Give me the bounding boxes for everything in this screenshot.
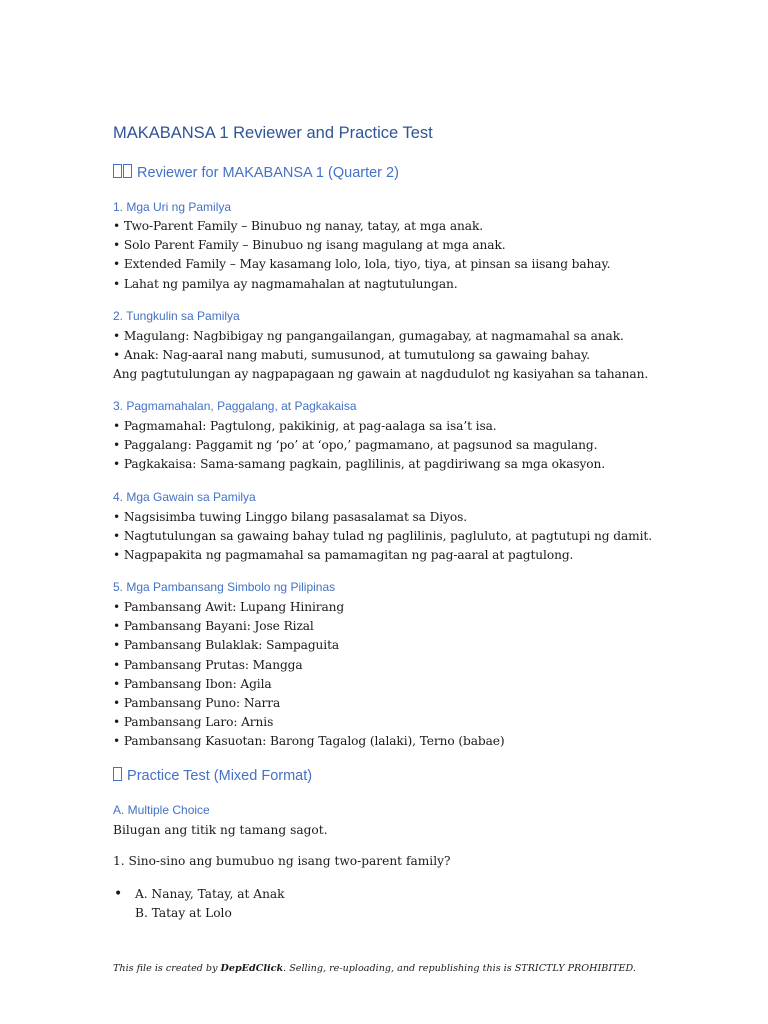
section-line: • Two-Parent Family – Binubuo ng nanay, tatay, at mga anak. xyxy=(113,219,483,233)
section-line: • Pagmamahal: Pagtulong, pakikinig, at pag-aalaga sa isa’t isa. xyxy=(113,419,497,433)
practice-heading xyxy=(113,767,312,784)
section-lines xyxy=(113,508,652,566)
part-a-instruction: Bilugan ang titik ng tamang sagot. xyxy=(113,823,328,837)
section-heading: 2. Tungkulin sa Pamilya xyxy=(113,309,240,323)
section-line: • Pambansang Puno: Narra xyxy=(113,695,281,710)
answer-options xyxy=(113,885,285,923)
reviewer-heading-text: Reviewer for MAKABANSA 1 (Quarter 2) xyxy=(137,165,399,181)
footer-prefix: This file is created by xyxy=(113,963,221,974)
footer-notice xyxy=(113,963,636,974)
section-lines xyxy=(113,598,505,752)
section-line: • Lahat ng pamilya ay nagmamahalan at nagtutulungan. xyxy=(113,276,458,291)
section-lines xyxy=(113,417,605,475)
section-heading: 4. Mga Gawain sa Pamilya xyxy=(113,490,256,504)
answer-option-text: B. Tatay at Lolo xyxy=(135,906,232,921)
section-line: • Nagtutulungan sa gawaing bahay tulad ng paglilinis, pagluluto, at pagtutupi ng damit. xyxy=(113,529,652,544)
section-line: • Pambansang Awit: Lupang Hinirang xyxy=(113,600,345,614)
missing-glyph-icon xyxy=(113,164,122,178)
section-line: • Paggalang: Paggamit ng ‘po’ at ‘opo,’ pagmamano, at pagsunod sa magulang. xyxy=(113,438,598,453)
section-line: • Pambansang Kasuotan: Barong Tagalog (lalaki), Terno (babae) xyxy=(113,734,505,749)
document-title: MAKABANSA 1 Reviewer and Practice Test xyxy=(113,124,433,142)
section-line: • Anak: Nag-aaral nang mabuti, sumusunod, at tumutulong sa gawaing bahay. xyxy=(113,348,590,363)
section-line: • Solo Parent Family – Binubuo ng isang magulang at mga anak. xyxy=(113,238,506,253)
footer-brand: DepEdClick xyxy=(220,963,284,974)
bullet-icon: • xyxy=(114,886,123,902)
section-heading: 5. Mga Pambansang Simbolo ng Pilipinas xyxy=(113,580,336,594)
section-line: • Pambansang Ibon: Agila xyxy=(113,676,272,691)
missing-glyph-icon xyxy=(123,164,132,178)
practice-heading-text: Practice Test (Mixed Format) xyxy=(127,768,313,784)
section-heading: 1. Mga Uri ng Pamilya xyxy=(113,200,232,214)
part-a-heading: A. Multiple Choice xyxy=(113,803,210,817)
section-line: • Pagkakaisa: Sama-samang pagkain, paglilinis, at pagdiriwang sa mga okasyon. xyxy=(113,457,606,472)
section-heading: 3. Pagmamahalan, Paggalang, at Pagkakaisa xyxy=(113,399,357,413)
reviewer-heading xyxy=(113,164,399,181)
answer-option xyxy=(113,904,285,923)
answer-option xyxy=(113,885,285,904)
section-line: • Magulang: Nagbibigay ng pangangailangan, gumagabay, at nagmamahal sa anak. xyxy=(113,329,624,343)
section-lines xyxy=(113,327,648,385)
question-text: 1. Sino-sino ang bumubuo ng isang two-parent family? xyxy=(113,854,451,868)
section-line: • Pambansang Bayani: Jose Rizal xyxy=(113,619,314,634)
section-line: • Extended Family – May kasamang lolo, lola, tiyo, tiya, at pinsan sa iisang bahay. xyxy=(113,257,611,272)
section-line: • Pambansang Laro: Arnis xyxy=(113,715,274,730)
section-line: • Pambansang Prutas: Mangga xyxy=(113,657,303,672)
missing-glyph-icon xyxy=(113,767,122,781)
footer-suffix: . Selling, re-uploading, and republishing this is STRICTLY PROHIBITED. xyxy=(283,963,636,974)
section-line: • Nagpapakita ng pagmamahal sa pamamagitan ng pag-aaral at pagtulong. xyxy=(113,548,574,563)
answer-option-text: A. Nanay, Tatay, at Anak xyxy=(135,887,285,901)
section-lines xyxy=(113,217,610,294)
section-line: • Pambansang Bulaklak: Sampaguita xyxy=(113,638,340,653)
section-line: • Nagsisimba tuwing Linggo bilang pasasalamat sa Diyos. xyxy=(113,510,468,524)
section-line: Ang pagtutulungan ay nagpapagaan ng gawain at nagdudulot ng kasiyahan sa tahanan. xyxy=(113,367,649,382)
